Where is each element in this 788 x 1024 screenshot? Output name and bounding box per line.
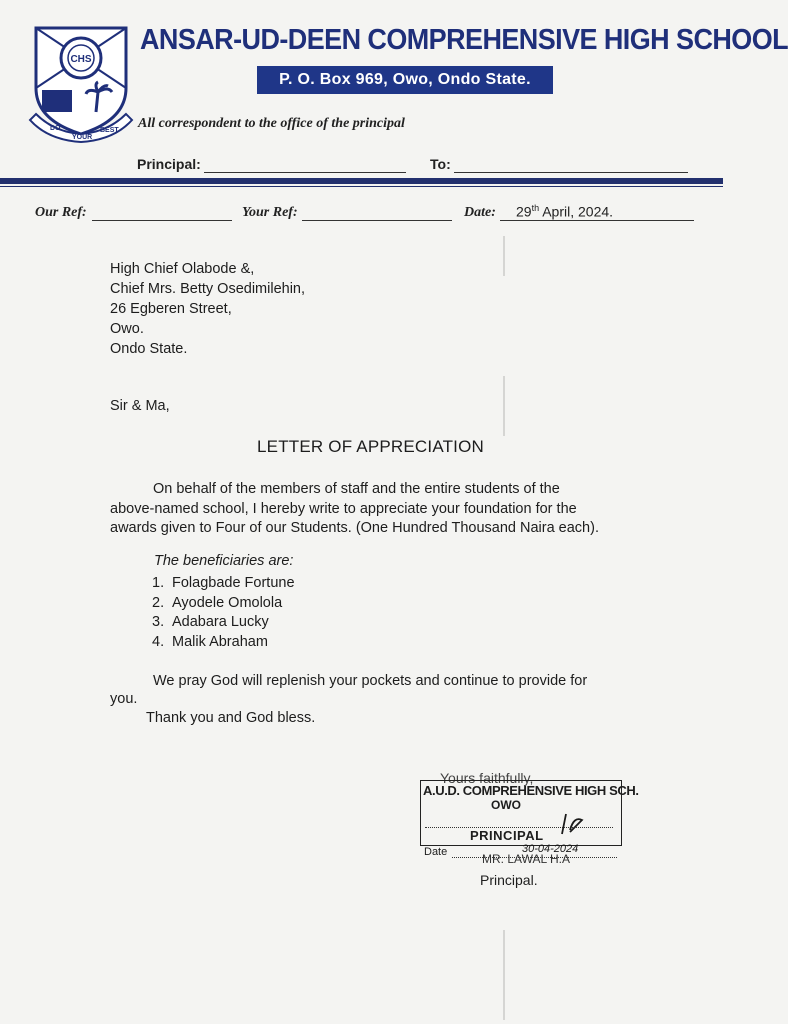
crest-motto-center: YOUR	[72, 134, 93, 141]
date-line	[500, 220, 694, 221]
stamp-school-line: A.U.D. COMPREHENSIVE HIGH SCH.	[423, 783, 639, 798]
header-rule-thin	[0, 186, 723, 187]
header-rule	[0, 178, 723, 184]
recipient-line: Chief Mrs. Betty Osedimilehin,	[110, 281, 306, 297]
body-line: awards given to Four of our Students. (One Hundred Thousand Naira each).	[110, 520, 599, 536]
recipient-line: High Chief Olabode &,	[110, 261, 255, 277]
school-crest-logo	[28, 24, 134, 148]
principal-name: MR. LAWAL H.A	[482, 852, 571, 866]
fold-mark	[503, 236, 505, 276]
yours-faithfully: Yours faithfully,	[440, 770, 534, 786]
beneficiaries-heading: The beneficiaries are:	[154, 553, 294, 569]
recipient-line: 26 Egberen Street,	[110, 301, 232, 317]
stamp-date-label: Date	[424, 846, 448, 858]
letter-date: 29th April, 2024.	[516, 203, 614, 220]
stamp-town-line: OWO	[491, 798, 521, 812]
school-name: ANSAR-UD-DEEN COMPREHENSIVE HIGH SCHOOL	[140, 24, 788, 56]
recipient-line: Owo.	[110, 321, 144, 337]
list-item: 1. Folagbade Fortune	[152, 575, 295, 591]
body-line: On behalf of the members of staff and the entire students of the	[153, 481, 560, 497]
beneficiaries-list	[152, 574, 295, 652]
school-address: P. O. Box 969, Owo, Ondo State.	[257, 66, 553, 94]
principal-line	[204, 172, 406, 173]
closing-line: Thank you and God bless.	[146, 710, 316, 726]
to-line	[454, 172, 688, 173]
crest-initials: CHS	[70, 54, 92, 65]
body-line: you.	[110, 691, 138, 707]
fold-mark	[503, 376, 505, 436]
stamp-principal: PRINCIPAL	[470, 828, 544, 843]
salutation: Sir & Ma,	[110, 398, 170, 414]
fold-mark	[503, 930, 505, 1020]
signoff-title: Principal.	[480, 872, 538, 888]
handwritten-date: 30-04-2024	[522, 843, 579, 855]
body-line: above-named school, I hereby write to appreciate your foundation for the	[110, 501, 577, 517]
recipient-line: Ondo State.	[110, 341, 188, 357]
crest-motto-right: BEST	[100, 127, 119, 134]
list-item: 2. Ayodele Omolola	[152, 594, 283, 611]
body-line: We pray God will replenish your pockets and continue to provide for	[153, 673, 588, 689]
letter-title: LETTER OF APPRECIATION	[257, 437, 485, 456]
principal-label: Principal:	[137, 156, 201, 172]
your-ref-label: Your Ref:	[242, 205, 298, 220]
your-ref-line	[302, 220, 452, 221]
date-label: Date:	[464, 205, 496, 220]
list-item: 3. Adabara Lucky	[152, 614, 269, 630]
crest-motto-left: DO	[50, 125, 61, 132]
our-ref-label: Our Ref:	[35, 205, 87, 220]
our-ref-line	[92, 220, 232, 221]
to-label: To:	[430, 156, 451, 172]
handwritten-signature	[470, 800, 630, 860]
correspondence-note: All correspondent to the office of the principal	[138, 116, 405, 131]
list-item: 4. Malik Abraham	[152, 633, 268, 650]
